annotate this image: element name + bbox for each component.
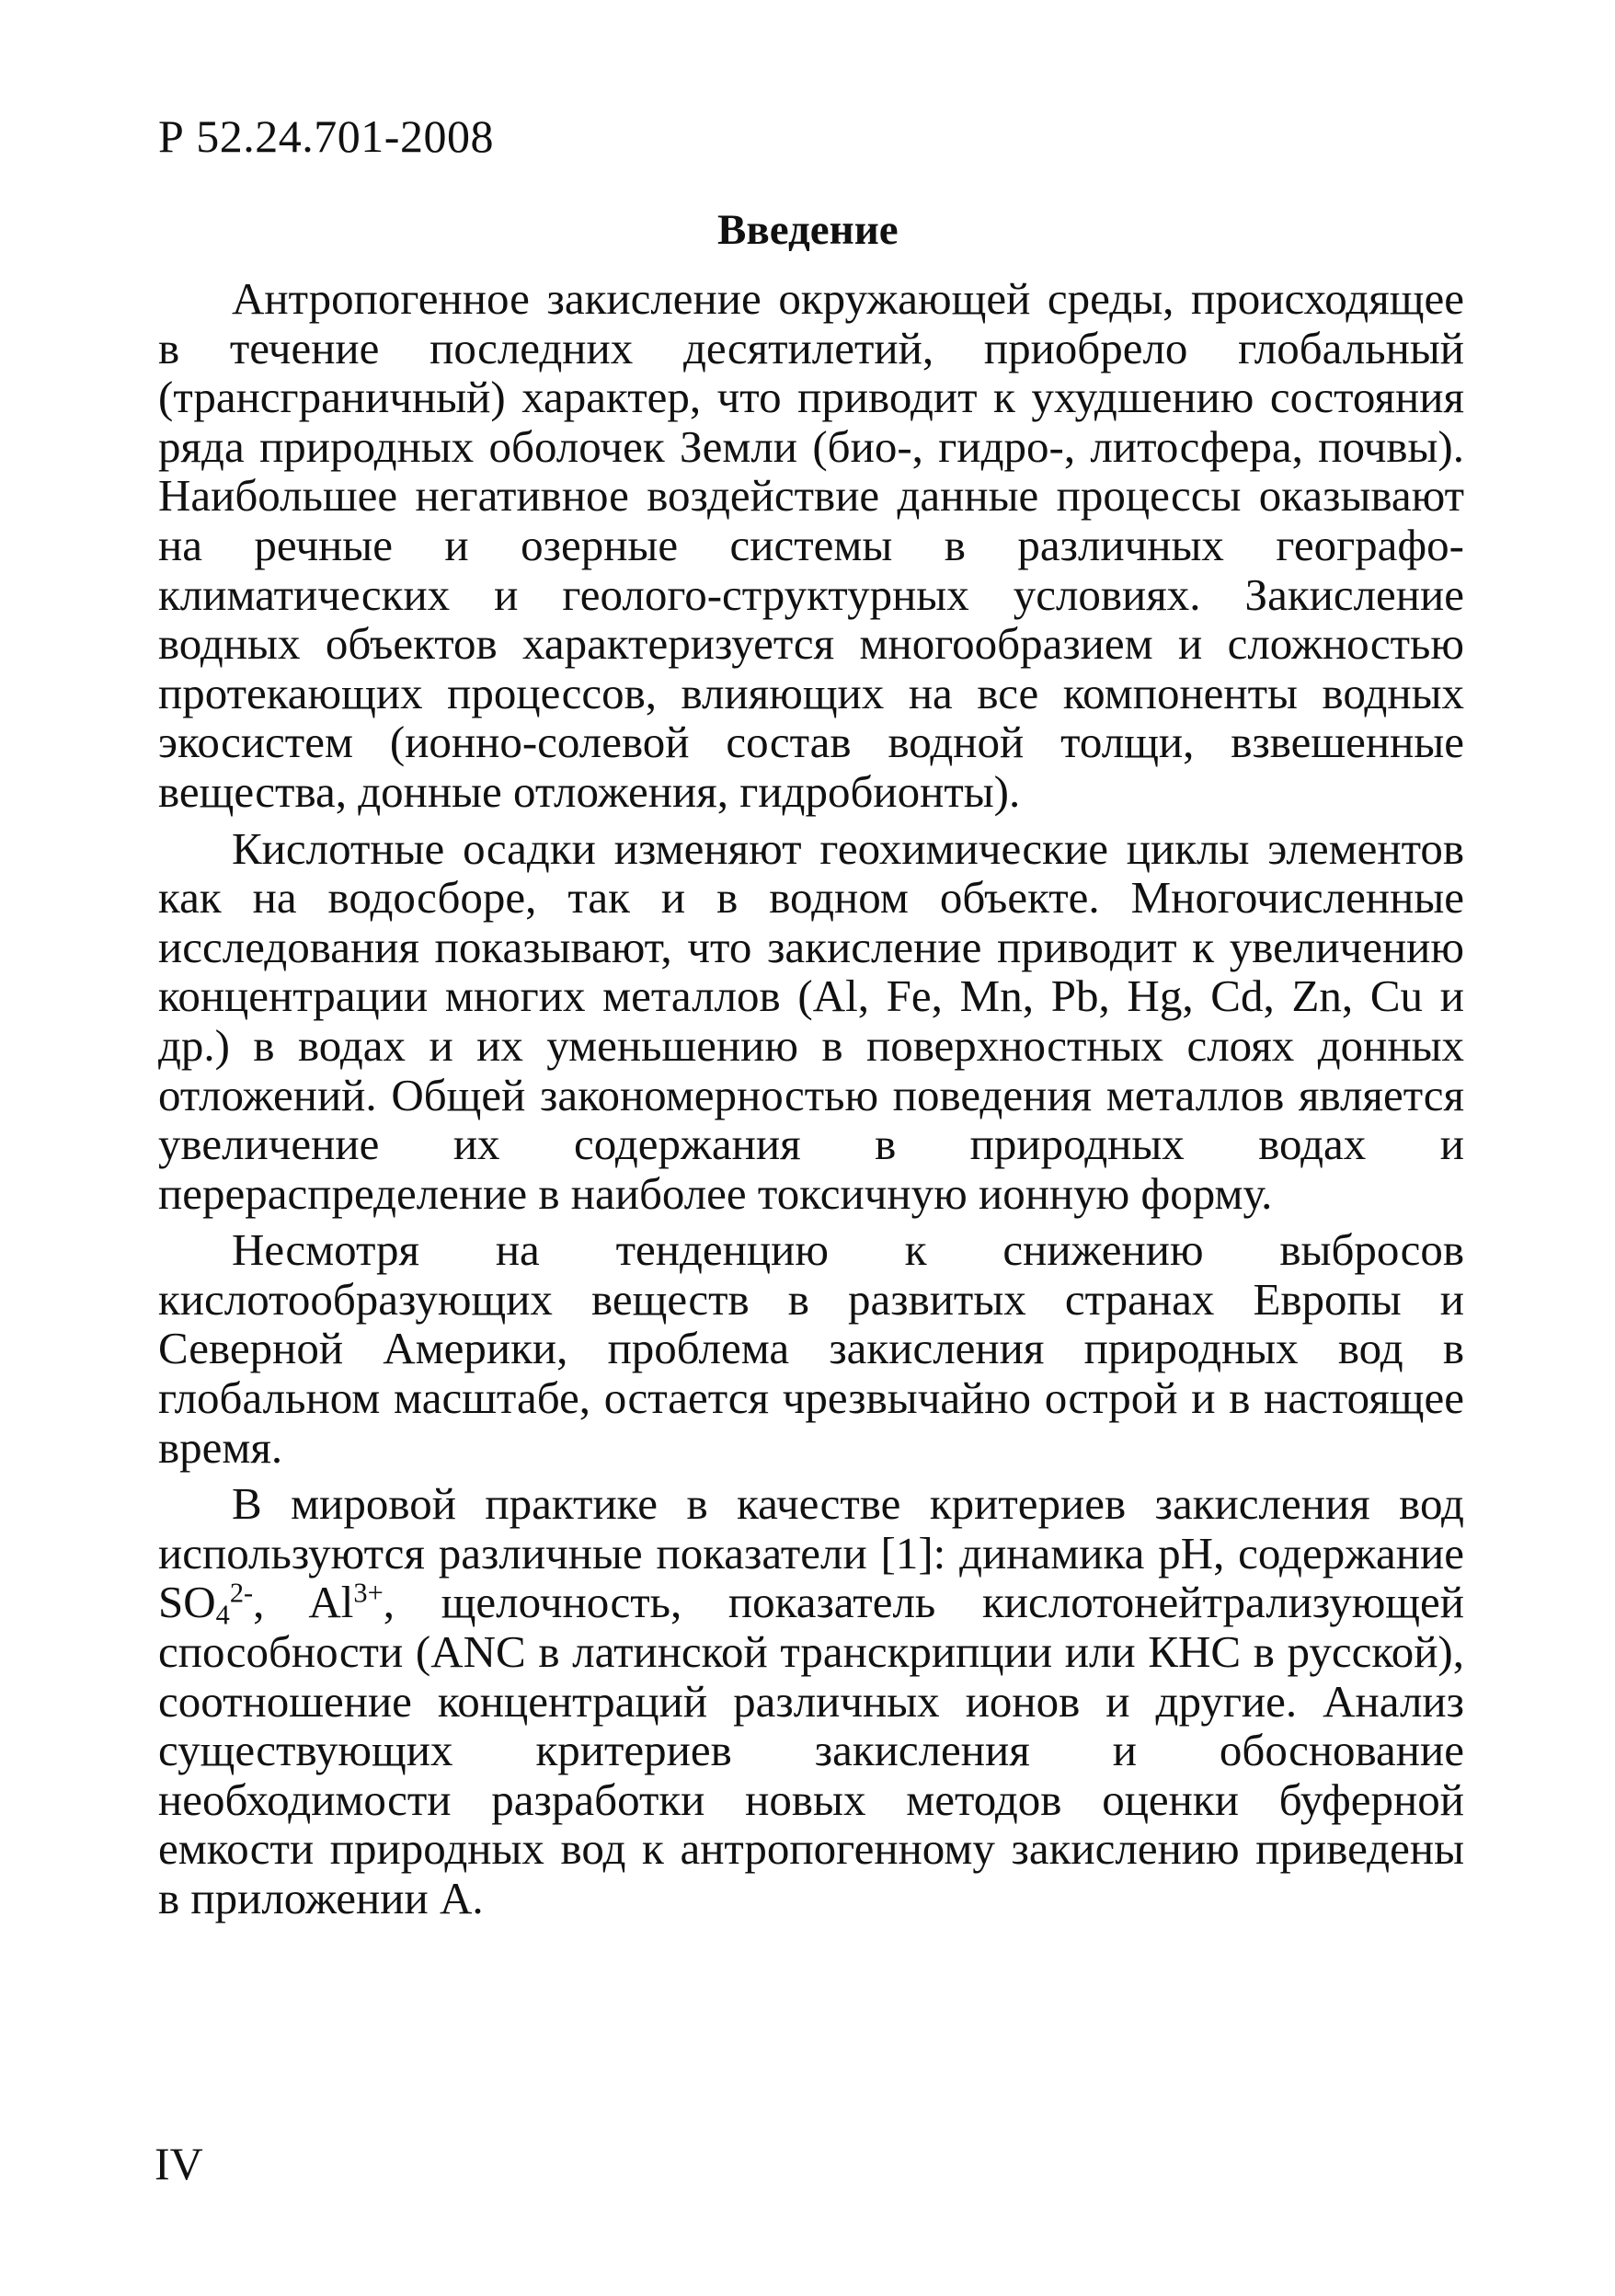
page-number: IV <box>155 2138 203 2189</box>
paragraph-4-part-3: , щелочность, показатель кислотонейтрализующей способности (ANC в латинской транскрипции или КНС в русской), соотношение концентраций различных ионов и другие. Анализ существующих критериев закисления и обоснование необходимости разработки новых методов оценки буферной емкости природных вод к антропогенному закислению приведены в приложении А. <box>158 1577 1465 1923</box>
paragraph-4-part-2: , Al <box>253 1577 354 1628</box>
paragraph-1: Антропогенное закисление окружающей среды, происходящее в течение последних десятилетий, приобрело глобальный (трансграничный) характер, что приводит к ухудшению состояния ряда природных оболочек Земли (био-, гидро-, литосфера, почвы). Наибольшее негативное воздействие данные процессы оказывают на речные и озерные системы в различных географо-климатических и геолого-структурных условиях. Закисление водных объектов характеризуется многообразием и сложностью протекающих процессов, влияющих на все компоненты водных экосистем (ионно-солевой состав водной толщи, взвешенные вещества, донные отложения, гидробионты). <box>158 273 1464 817</box>
sulfate-subscript: 4 <box>215 1600 230 1632</box>
sulfate-charge: 2- <box>229 1577 254 1609</box>
aluminium-charge: 3+ <box>353 1577 384 1609</box>
document-code: Р 52.24.701-2008 <box>158 110 494 162</box>
body-text <box>158 274 1464 1931</box>
paragraph-3: Несмотря на тенденцию к снижению выбросов кислотообразующих веществ в развитых странах Европы и Северной Америки, проблема закисления природных вод в глобальном масштабе, остается чрезвычайно острой и в настоящее время. <box>158 1224 1464 1473</box>
paragraph-4 <box>158 1479 1464 1923</box>
paragraph-2: Кислотные осадки изменяют геохимические циклы элементов как на водосборе, так и в водном объекте. Многочисленные исследования показывают, что закисление приводит к увеличению концентрации многих металлов (Al, Fe, Mn, Pb, Hg, Cd, Zn, Cu и др.) в водах и их уменьшению в поверхностных слоях донных отложений. Общей закономерностью поведения металлов является увеличение их содержания в природных водах и перераспределение в наиболее токсичную ионную форму. <box>158 822 1464 1219</box>
paragraph-4-part-1: В мировой практике в качестве критериев закисления вод используются различные показатели [1]: динамика pH, содержание SO <box>158 1478 1464 1628</box>
section-title: Введение <box>717 206 899 254</box>
